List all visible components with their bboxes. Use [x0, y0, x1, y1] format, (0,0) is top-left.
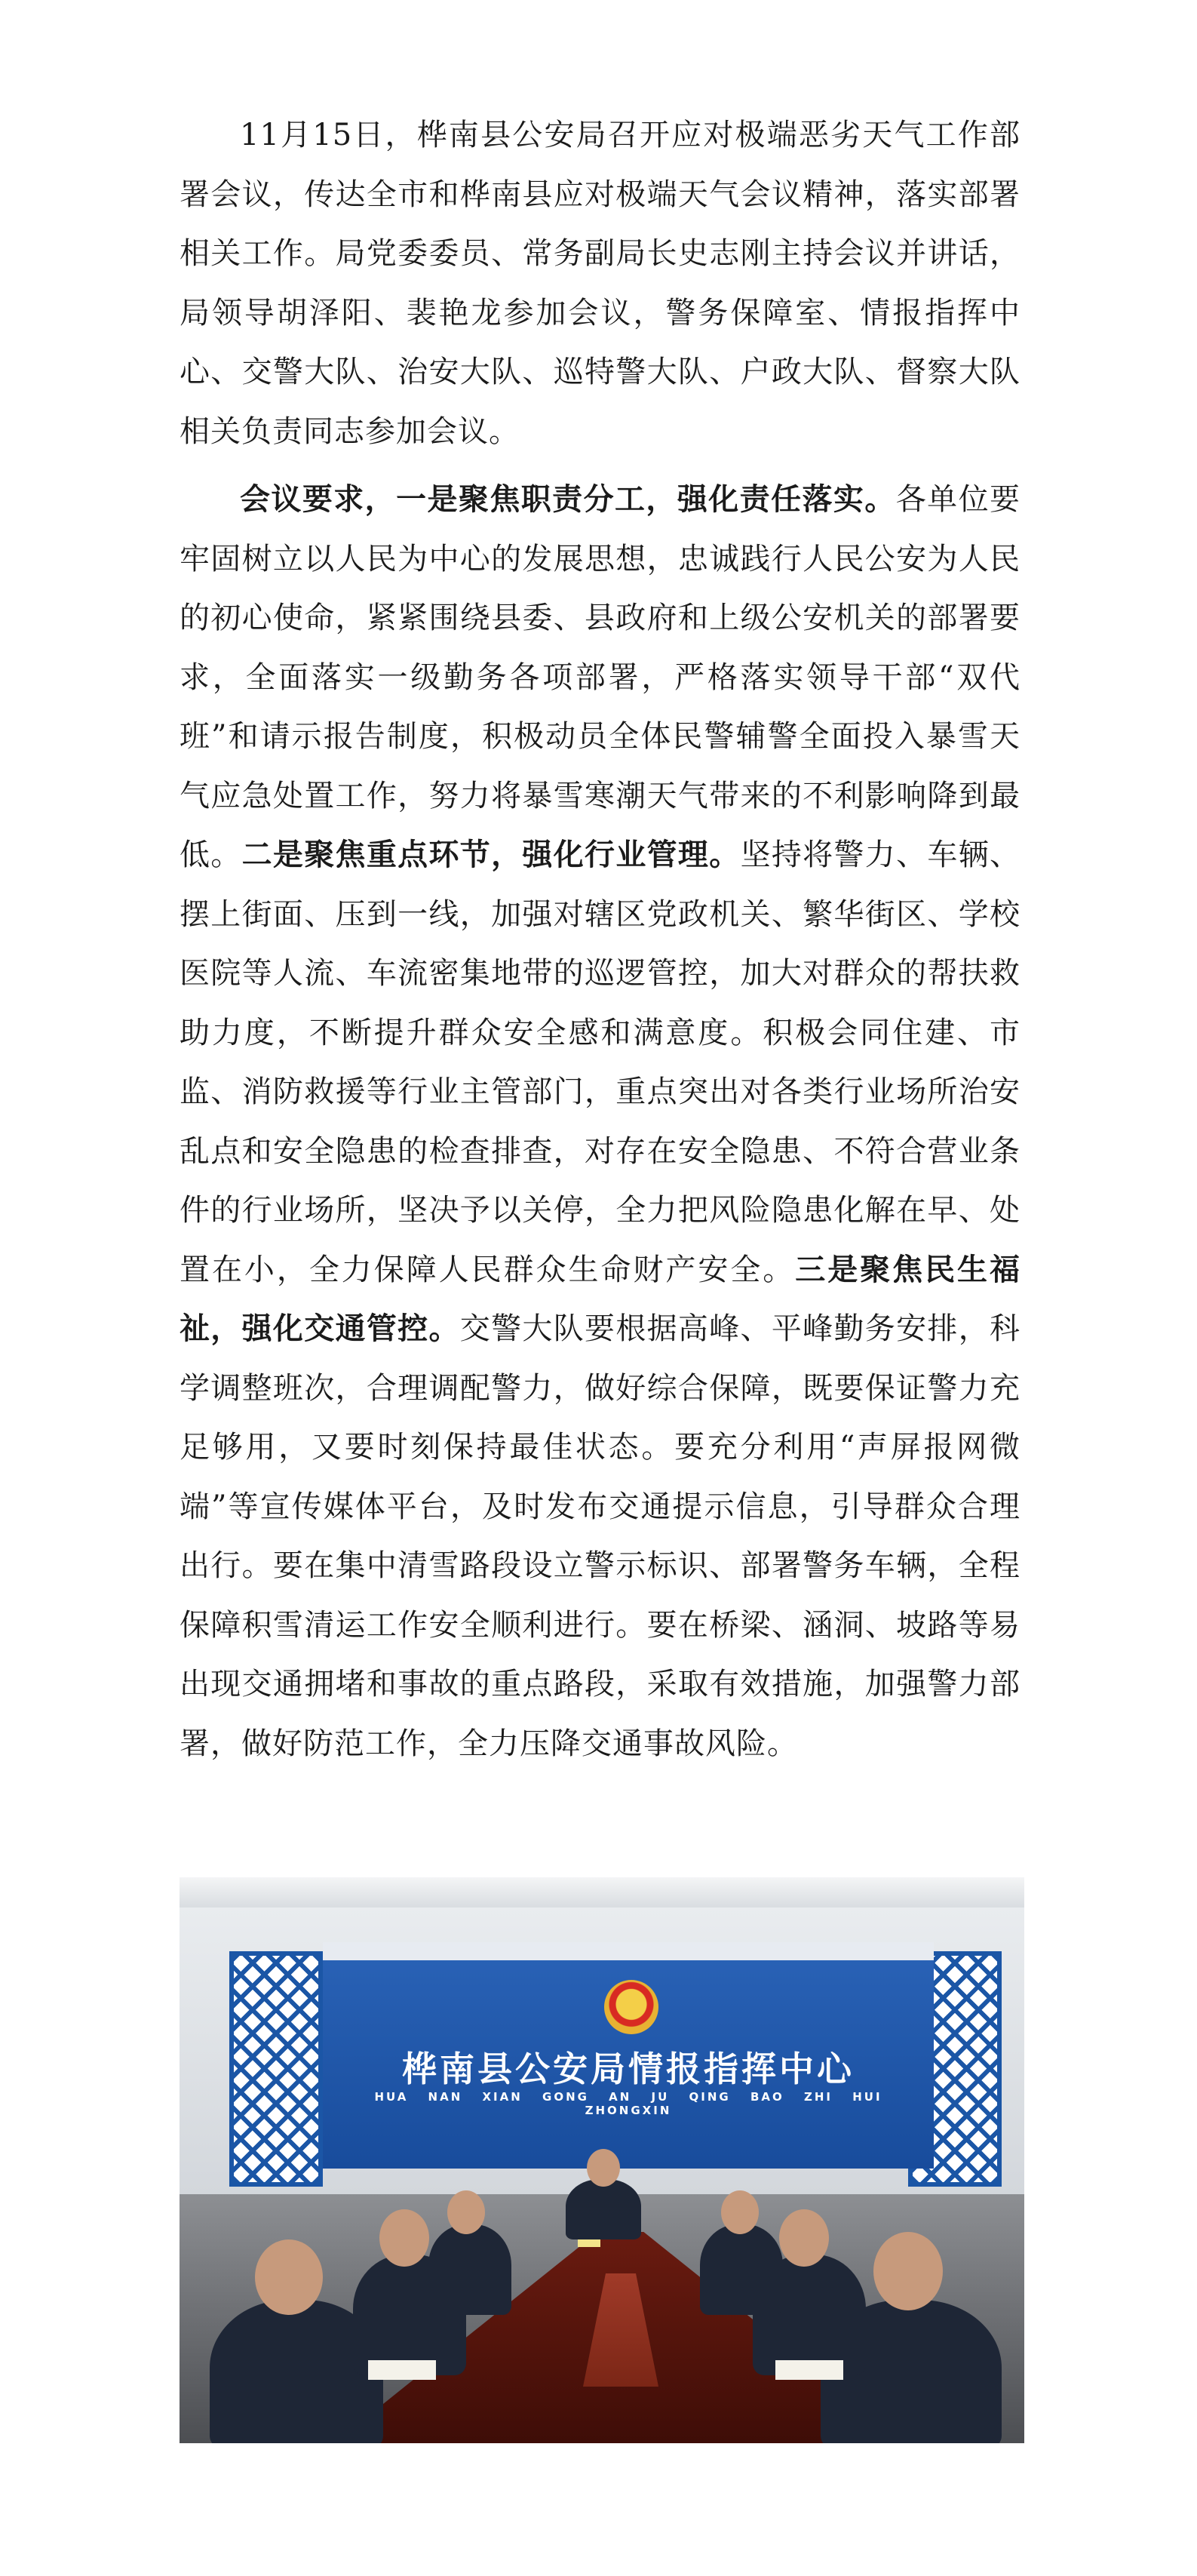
banner-title: 桦南县公安局情报指挥中心: [402, 2049, 855, 2089]
officer-head: [873, 2232, 943, 2310]
requirement-1-heading: 会议要求，一是聚焦职责分工，强化责任落实。: [240, 482, 896, 517]
officer-figure: [566, 2179, 641, 2239]
notebook: [775, 2360, 843, 2380]
officer-figure: [428, 2224, 511, 2315]
paragraph-2: [180, 470, 1021, 1773]
paragraph-1: [180, 106, 1021, 461]
officer-head: [255, 2239, 323, 2315]
lattice-panel-left: [229, 1951, 323, 2187]
officer-head: [587, 2149, 620, 2187]
requirement-2-heading: 二是聚焦重点环节，强化行业管理。: [241, 838, 741, 872]
requirement-2-text: 坚持将警力、车辆、摆上街面、压到一线，加强对辖区党政机关、繁华街区、学校医院等人流、车流密集地带的巡逻管控，加大对群众的帮扶救助力度，不断提升群众安全感和满意度。积极会同住建、市监、消防救援等行业主管部门，重点突出对各类行业场所治安乱点和安全隐患的检查排查，对存在安全隐患、不符合营业条件的行业场所，坚决予以关停，全力把风险隐患化解在早、处置在小，全力保障人民群众生命财产安全。: [180, 838, 1021, 1287]
command-center-banner: [323, 1942, 934, 2169]
officer-head: [379, 2209, 429, 2267]
officer-head: [779, 2209, 829, 2267]
officer-figure: [700, 2224, 783, 2315]
requirement-3-heading: 三是聚焦民生福祉，强化交通管控。: [180, 1252, 1021, 1346]
police-emblem-icon: [604, 1980, 658, 2034]
meeting-photo: [180, 1877, 1024, 2443]
requirement-3-text: 交警大队要根据高峰、平峰勤务安排，科学调整班次，合理调配警力，做好综合保障，既要保证警力充足够用，又要时刻保持最佳状态。要充分利用“声屏报网微端”等宣传媒体平台，及时发布交通提示信息，引导群众合理出行。要在集中清雪路段设立警示标识、部署警务车辆，全程保障积雪清运工作安全顺利进行。要在桥梁、涵洞、坡路等易出现交通拥堵和事故的重点路段，采取有效措施，加强警力部署，做好防范工作，全力压降交通事故风险。: [180, 1311, 1021, 1761]
banner-top-strip: [323, 1942, 934, 1960]
banner-pinyin: HUA NAN XIAN GONG AN JU QING BAO ZHI HUI ZHONGXIN: [374, 2090, 882, 2117]
notebook: [368, 2360, 436, 2380]
officer-head: [447, 2190, 485, 2234]
photo-ceiling: [180, 1877, 1024, 1907]
officer-head: [721, 2190, 759, 2234]
article-body: [180, 106, 1021, 1782]
paragraph-1-text: 11月15日，桦南县公安局召开应对极端恶劣天气工作部署会议，传达全市和桦南县应对极端天气会议精神，落实部署相关工作。局党委委员、常务副局长史志刚主持会议并讲话，局领导胡泽阳、裴艳龙参加会议，警务保障室、情报指挥中心、交警大队、治安大队、巡特警大队、户政大队、督察大队相关负责同志参加会议。: [180, 118, 1021, 449]
requirement-1-text: 各单位要牢固树立以人民为中心的发展思想，忠诚践行人民公安为人民的初心使命，紧紧围绕县委、县政府和上级公安机关的部署要求，全面落实一级勤务各项部署，严格落实领导干部“双代班”和请示报告制度，积极动员全体民警辅警全面投入暴雪天气应急处置工作，努力将暴雪寒潮天气带来的不利影响降到最低。: [180, 482, 1021, 872]
